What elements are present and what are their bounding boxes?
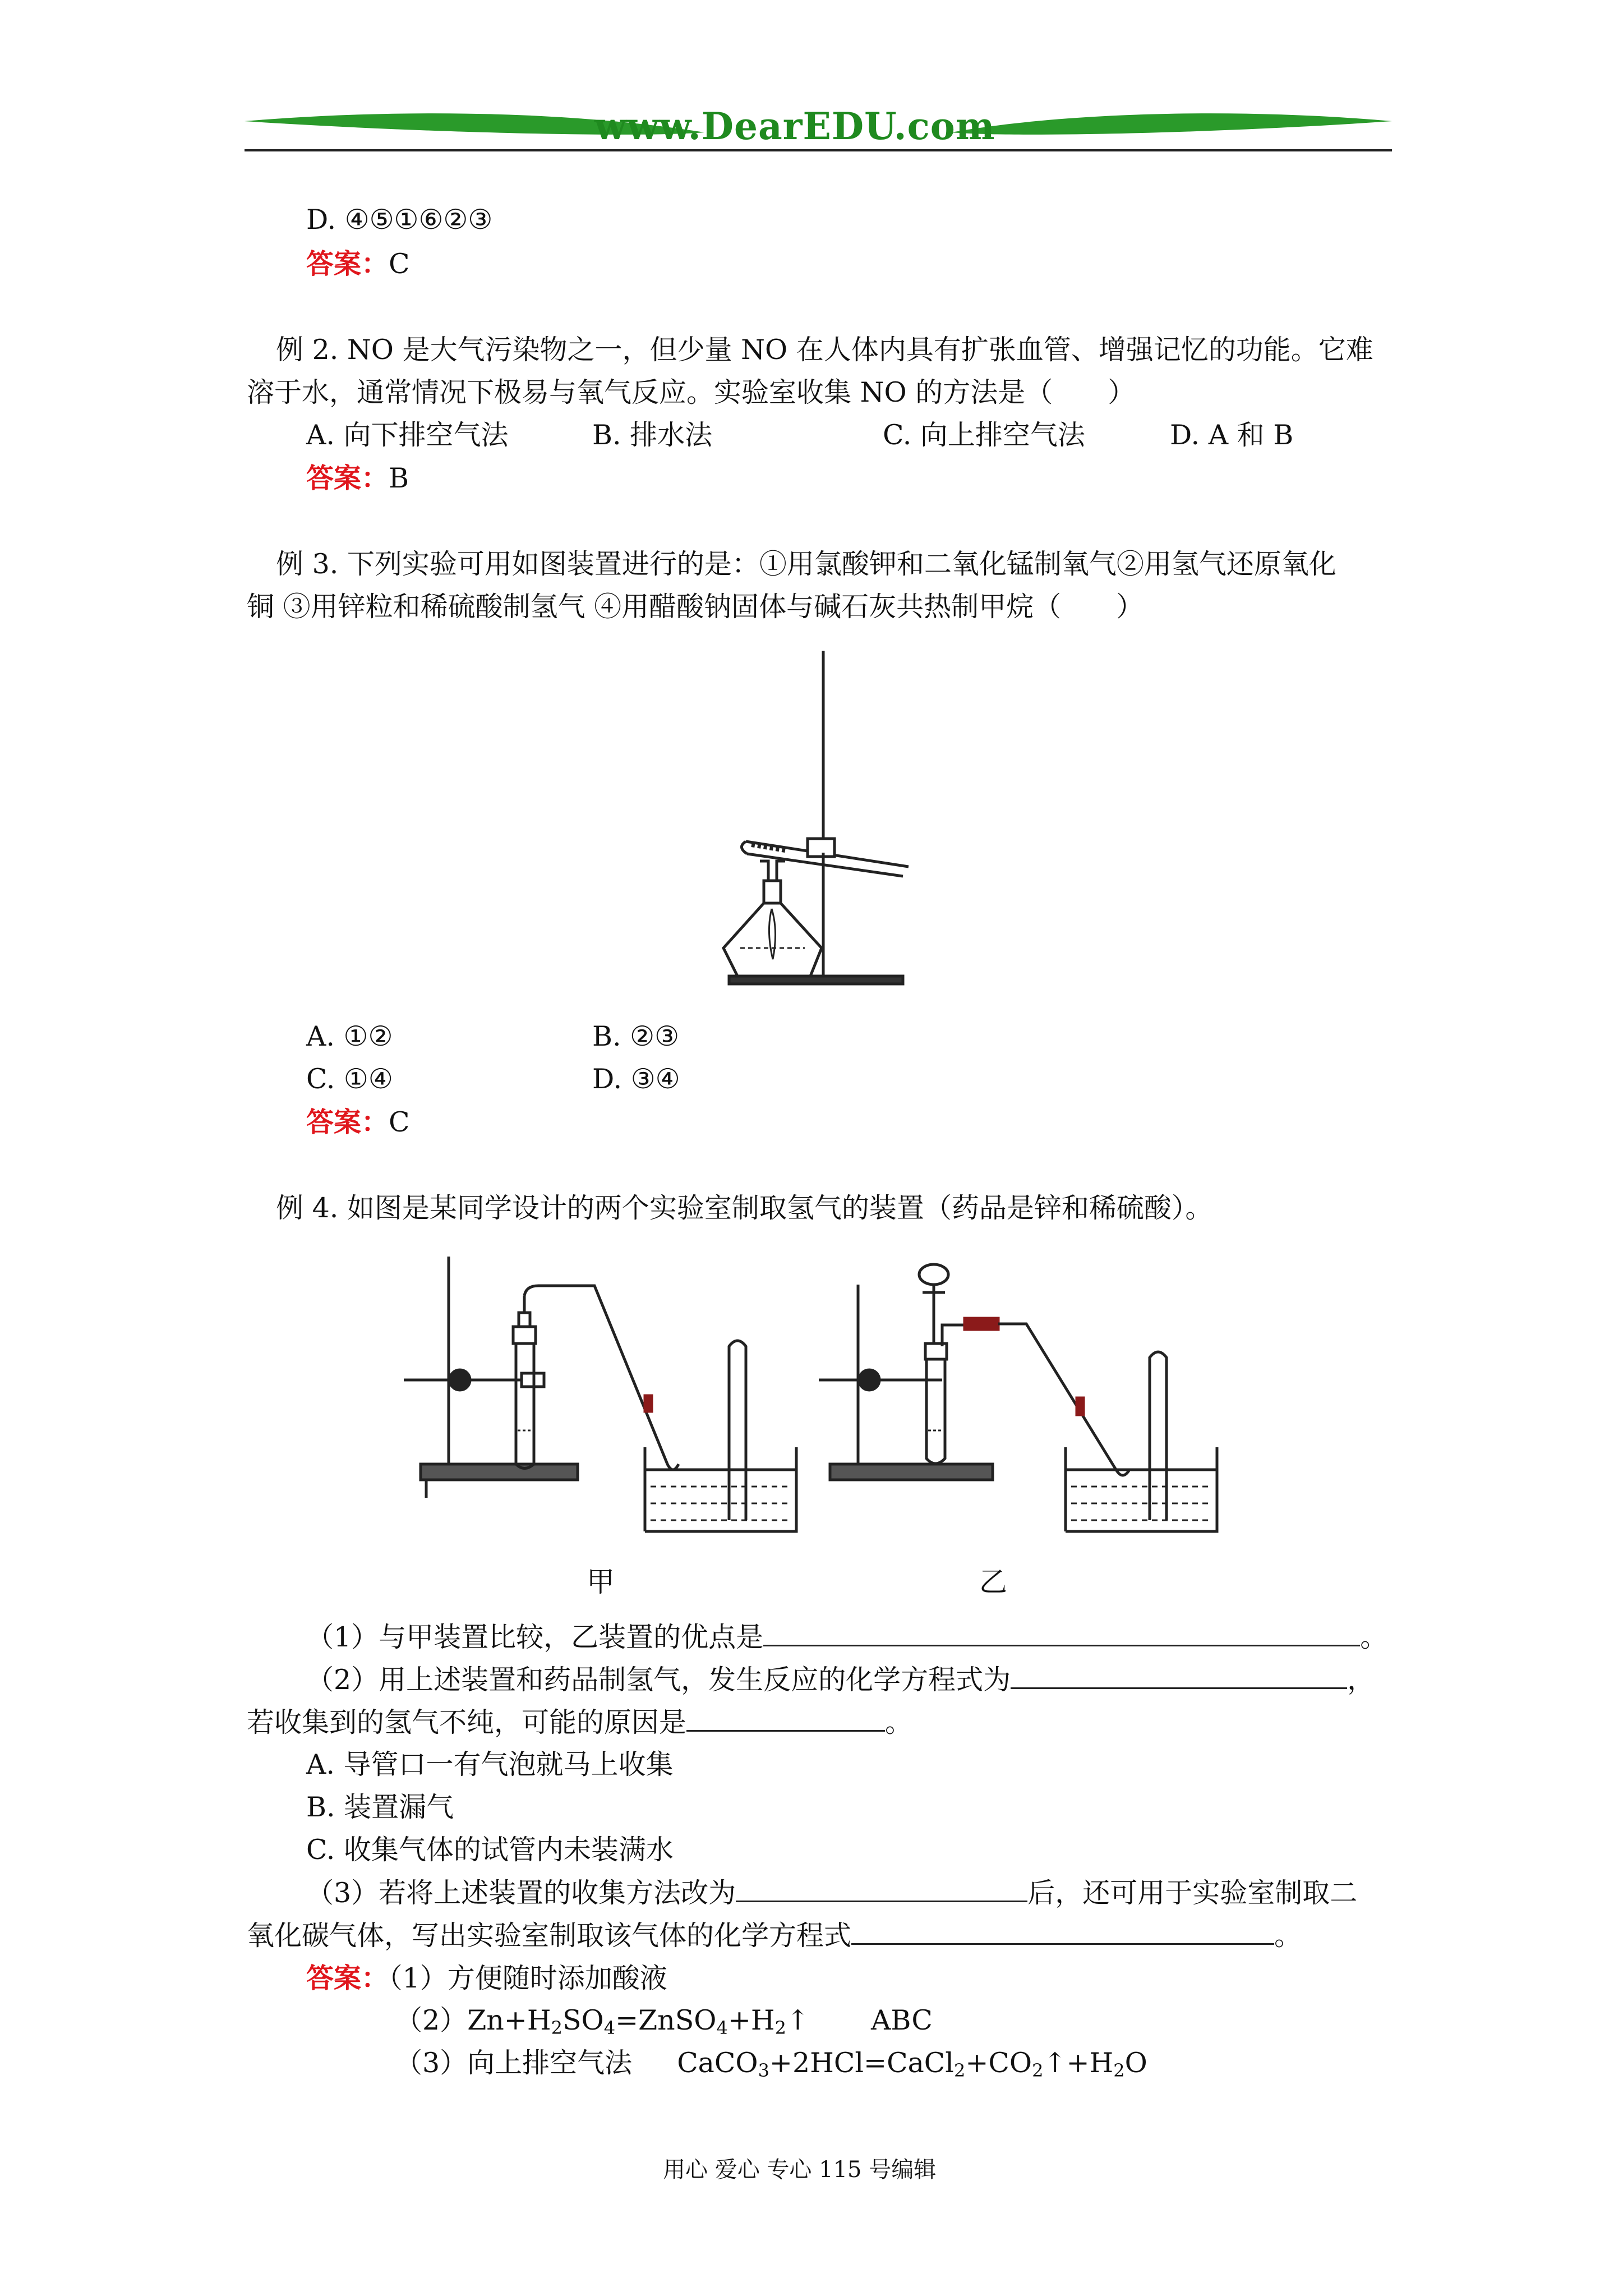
ex4-q2-reason-blank[interactable] [686, 1701, 885, 1732]
ex4-q3-equation-blank[interactable] [851, 1914, 1274, 1945]
ex2-answer-label: 答案： [306, 462, 389, 494]
header-rule [245, 149, 1392, 151]
figure-caption-yi: 乙 [979, 1566, 1007, 1598]
ex2-option-b: B. 排水法 [592, 419, 713, 451]
ex4-answer-2-equation: $Zn+H_2SO_4=ZnSO_4+H_2↑$ [467, 2004, 810, 2039]
ex3-option-a: A. ①② [306, 1020, 393, 1052]
ex3-answer-value: C [389, 1106, 410, 1138]
ex4-question-3-line-2 [247, 1914, 1302, 1957]
apparatus-jia [404, 1257, 796, 1531]
ex1-answer-label: 答案： [306, 247, 389, 280]
ex4-question-1 [306, 1616, 1387, 1659]
ex4-q1-suffix: 。 [1360, 1621, 1388, 1653]
ex4-answer-3 [395, 2042, 1147, 2085]
ex4-q2-equation-blank[interactable] [1011, 1658, 1347, 1689]
ex4-q3-mid: 后，还可用于实验室制取二 [1027, 1877, 1358, 1909]
ex2-answer [306, 457, 409, 500]
ex4-q2-text: （2）用上述装置和药品制氢气，发生反应的化学方程式为 [306, 1664, 1011, 1696]
ex4-q3-line2-suffix: 。 [1274, 1920, 1302, 1952]
hydrogen-apparatus-figure [404, 1251, 1228, 1565]
ex4-answer-2-label: （2） [395, 2004, 468, 2036]
ex3-option-b: B. ②③ [592, 1020, 680, 1052]
ex2-line-1: 例 2. NO 是大气污染物之一，但少量 NO 在人体内具有扩张血管、增强记忆的功能。它难 [276, 334, 1373, 366]
figure-caption-jia: 甲 [587, 1566, 615, 1598]
heating-apparatus-figure [712, 645, 914, 987]
ex4-question-2-line-2 [247, 1701, 912, 1744]
ex4-q3-line2-text: 氧化碳气体，写出实验室制取该气体的化学方程式 [247, 1920, 852, 1952]
ex1-option-d: D. ④⑤①⑥②③ [306, 204, 493, 236]
ex4-answer-2 [395, 1999, 933, 2042]
ex3-line-1: 例 3. 下列实验可用如图装置进行的是：①用氯酸钾和二氧化锰制氧气②用氢气还原氧化 [276, 548, 1336, 580]
page-footer: 用心 爱心 专心 115 号编辑 [663, 2157, 937, 2183]
ex2-option-a: A. 向下排空气法 [306, 419, 509, 451]
ex3-answer-label: 答案： [306, 1106, 389, 1138]
ex4-choice-b: B. 装置漏气 [306, 1791, 454, 1823]
ex4-q2-line2-suffix: 。 [885, 1706, 913, 1738]
ex2-line-2: 溶于水，通常情况下极易与氧气反应。实验室收集 NO 的方法是（ ） [247, 376, 1136, 408]
ex3-option-c: C. ①④ [306, 1063, 393, 1095]
ex4-question-2 [306, 1658, 1375, 1701]
header-logo-text: www.DearEDU.com [594, 104, 995, 148]
ex1-answer-value: C [389, 248, 410, 280]
ex1-answer [306, 242, 410, 286]
ex4-answer-3-equation: $CaCO_3+2HCl=CaCl_2+CO_2↑+H_2O$ [677, 2047, 1147, 2081]
ex4-line-1: 例 4. 如图是某同学设计的两个实验室制取氢气的装置（药品是锌和稀硫酸）。 [276, 1192, 1213, 1224]
ex4-q3-method-blank[interactable] [736, 1871, 1027, 1902]
ex4-question-3 [306, 1871, 1357, 1915]
ex4-choice-a: A. 导管口一有气泡就马上收集 [306, 1749, 674, 1780]
ex4-answer-3-label: （3）向上排空气法 [395, 2047, 633, 2079]
ex2-option-d: D. A 和 B [1170, 419, 1294, 451]
ex3-answer [306, 1101, 410, 1144]
ex4-answer-1 [306, 1957, 667, 2000]
ex4-answer-1-text: （1）方便随时添加酸液 [389, 1962, 667, 1994]
ex4-q3-text: （3）若将上述装置的收集方法改为 [306, 1877, 736, 1909]
ex3-option-d: D. ③④ [592, 1063, 680, 1095]
ex4-q1-blank[interactable] [763, 1616, 1360, 1646]
ex2-answer-value: B [389, 462, 409, 494]
ex4-answer-label: 答案： [306, 1962, 389, 1994]
ex4-q1-text: （1）与甲装置比较，乙装置的优点是 [306, 1621, 764, 1653]
ex2-option-c: C. 向上排空气法 [883, 419, 1085, 451]
ex4-choice-c: C. 收集气体的试管内未装满水 [306, 1834, 674, 1866]
ex3-line-2: 铜 ③用锌粒和稀硫酸制氢气 ④用醋酸钠固体与碱石灰共热制甲烷（ ） [247, 591, 1144, 623]
ex4-q2-line2-text: 若收集到的氢气不纯，可能的原因是 [247, 1706, 687, 1738]
ex4-answer-2-choices: ABC [871, 2004, 933, 2036]
apparatus-yi [819, 1264, 1217, 1531]
ex4-q2-suffix: ， [1347, 1664, 1375, 1696]
